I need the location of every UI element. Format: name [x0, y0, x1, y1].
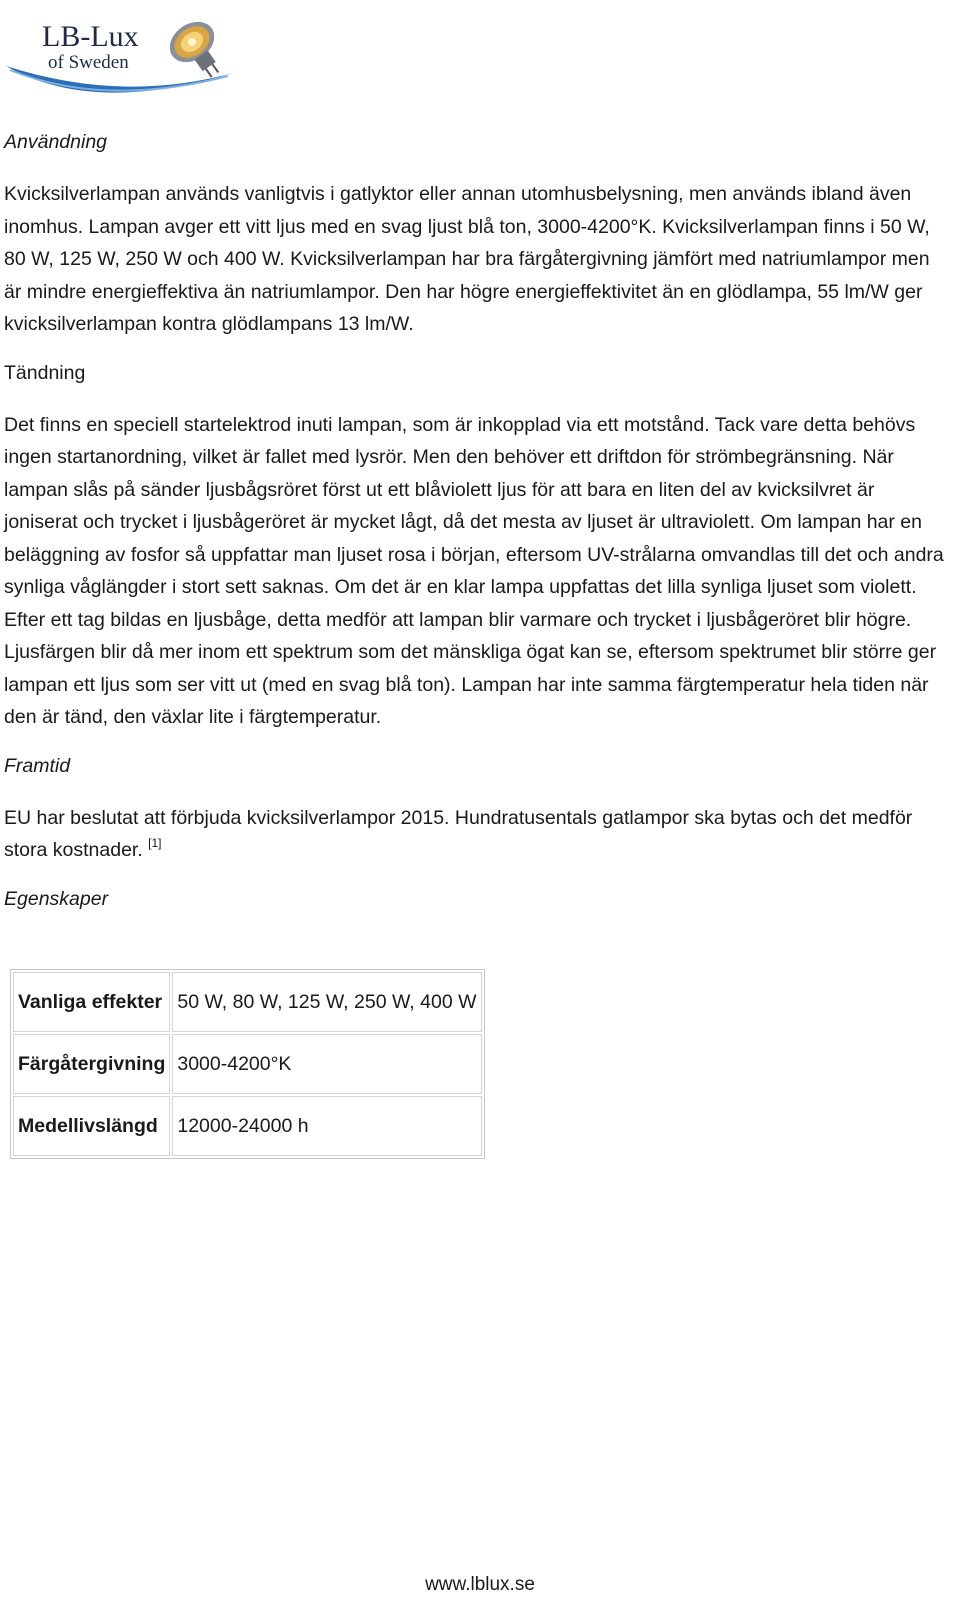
logo-brand-text: LB-Lux [42, 20, 139, 53]
property-value: 3000-4200°K [172, 1034, 481, 1094]
paragraph-tandning: Det finns en speciell startelektrod inuti lampan, som är inkopplad via ett motstånd. Tack vare detta behövs ingen startanordning, vilket är fallet med lysrör. Men den behöver ett driftdon för strömbegränsning. När lampan slås på sänder ljusbågsröret först ut ett blåviolett ljus för att bara en liten del av kvicksilvret är joniserat och trycket i ljusbågeröret är mycket lågt, då det mesta av ljuset är ultraviolett. Om lampan har en beläggning av fosfor så uppfattar man ljuset rosa i början, eftersom UV-strålarna omvandlas till det och andra synliga våglängder i stort sett saknas. Om det är en klar lampa uppfattas det lilla synliga ljuset som violett. Efter ett tag bildas en ljusbåge, detta medför att lampan blir varmare och trycket i ljusbågeröret blir högre. Ljusfärgen blir då mer inom ett spektrum som det mänskliga ögat kan se, eftersom spektrumet blir större ger lampan ett ljus som ser vitt ut (med en svag blå ton). Lampan har inte samma färgtemperatur hela tiden när den är tänd, den växlar lite i färgtemperatur. [4, 413, 944, 728]
lb-lux-logo [4, 4, 254, 104]
heading-tandning: Tändning [4, 361, 86, 384]
logo-subtitle-text: of Sweden [48, 52, 129, 73]
heading-anvandning: Användning [4, 131, 108, 153]
footnote-link[interactable]: [1] [148, 836, 162, 850]
footer-url[interactable]: www.lblux.se [425, 1574, 535, 1595]
document-body [4, 126, 948, 935]
table-row [13, 972, 482, 1032]
paragraph-framtid [4, 802, 948, 867]
property-label: Vanliga effekter [13, 972, 170, 1032]
table-row [13, 1096, 482, 1156]
heading-egenskaper: Egenskaper [4, 887, 109, 910]
paragraph-anvandning: Kvicksilverlampan används vanligtvis i gatlyktor eller annan utomhusbelysning, men används ibland även inomhus. Lampan avger ett vitt ljus med en svag ljust blå ton, 3000-4200°K. Kvicksilverlampan finns i 50 W, 80 W, 125 W, 250 W och 400 W. Kvicksilverlampan har bra färgåtergivning jämfört med natriumlampor men är mindre energieffektiva än natriumlampor. Den har högre energieffektivitet än en glödlampa, 55 lm/W ger kvicksilverlampan kontra glödlampans 13 lm/W. [4, 183, 930, 335]
framtid-text: EU har beslutat att förbjuda kvicksilverlampor 2015. Hundratusentals gatlampor ska bytas och det medför stora kostnader. [4, 806, 913, 861]
logo-graphic [4, 4, 254, 104]
table-row [13, 1034, 482, 1094]
properties-table [10, 969, 485, 1159]
property-value: 50 W, 80 W, 125 W, 250 W, 400 W [172, 972, 481, 1032]
heading-framtid: Framtid [4, 754, 71, 777]
property-value: 12000-24000 h [172, 1096, 481, 1156]
property-label: Medellivslängd [13, 1096, 170, 1156]
property-label: Färgåtergivning [13, 1034, 170, 1094]
